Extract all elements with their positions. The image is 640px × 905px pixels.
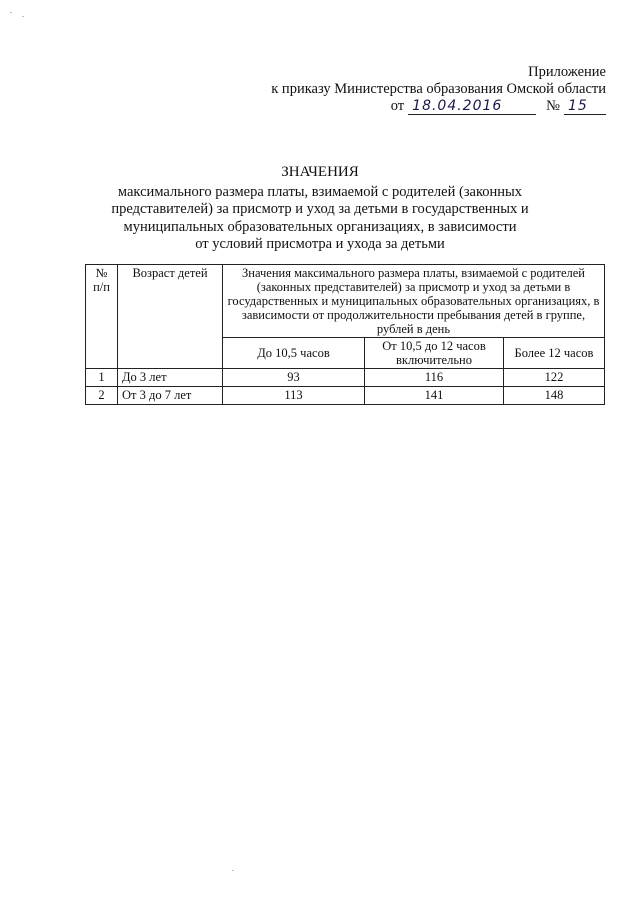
document-title: [100, 164, 540, 254]
order-reference: к приказу Министерства образования Омской области: [271, 81, 606, 97]
number-prefix: №: [546, 98, 560, 114]
fee-value: 116: [365, 369, 504, 387]
fee-value: 141: [365, 387, 504, 405]
title-line-2: представителей) за присмотр и уход за детьми в государственных и: [111, 201, 529, 217]
date-number-row: [271, 98, 606, 115]
handwritten-date: 18.04.2016: [408, 99, 536, 115]
fee-value: 122: [504, 369, 605, 387]
title-line-4: от условий присмотра и ухода за детьми: [195, 236, 445, 252]
date-prefix: от: [390, 98, 405, 114]
appendix-label: Приложение: [528, 64, 606, 80]
table-row: [86, 387, 605, 405]
row-number: 1: [86, 369, 118, 387]
fee-value: 113: [223, 387, 365, 405]
column-header-values: Значения максимального размера платы, взимаемой с родителей (законных представителей) за присмотр и уход за детьми в государственных и муниципальных образовательных организациях, в зависимости от продолжительности пребывания детей в группе, рублей в день: [223, 265, 605, 338]
handwritten-number: 15: [564, 99, 606, 115]
column-header-age: Возраст детей: [118, 265, 223, 369]
scan-speck: [232, 870, 234, 871]
title-line-3: муниципальных образовательных организациях, в зависимости: [123, 218, 517, 235]
subheader-10-5-to-12: От 10,5 до 12 часов включительно: [365, 338, 504, 369]
subheader-under-10-5: До 10,5 часов: [223, 338, 365, 369]
title-line-1: максимального размера платы, взимаемой с родителей (законных: [117, 183, 523, 200]
subheader-over-12: Более 12 часов: [504, 338, 605, 369]
scan-speck: [22, 16, 24, 17]
scan-speck: [10, 12, 12, 13]
fee-table: [85, 264, 605, 405]
column-header-number: № п/п: [86, 265, 118, 369]
row-age: До 3 лет: [118, 369, 223, 387]
row-age: От 3 до 7 лет: [118, 387, 223, 405]
fee-value: 148: [504, 387, 605, 405]
row-number: 2: [86, 387, 118, 405]
table-row: [86, 369, 605, 387]
fee-value: 93: [223, 369, 365, 387]
table-header-row: [86, 265, 605, 338]
appendix-header: [271, 64, 606, 115]
title-main: ЗНАЧЕНИЯ: [281, 164, 359, 180]
